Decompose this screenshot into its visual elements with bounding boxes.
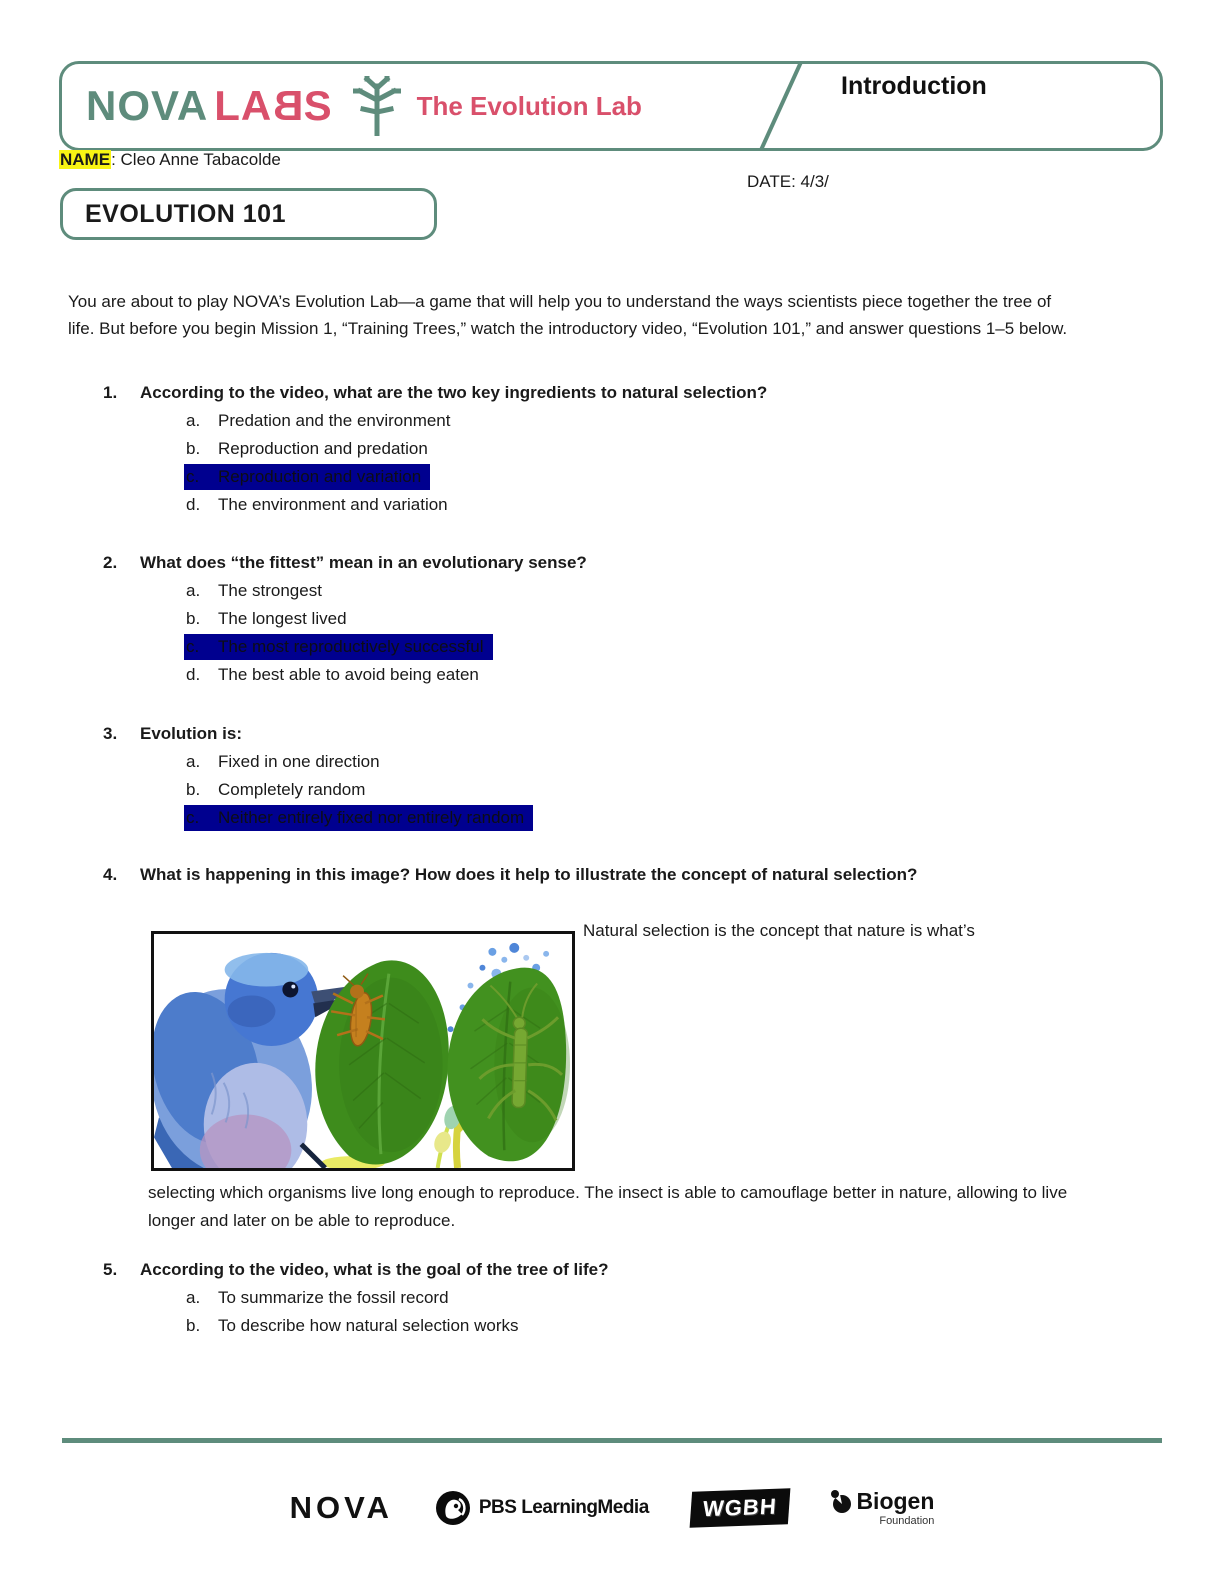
header-banner bbox=[59, 61, 1163, 151]
nova-logo-text: NOVA bbox=[86, 82, 209, 129]
option-a: a. The strongest bbox=[186, 581, 322, 600]
option-a: a. Predation and the environment bbox=[186, 411, 451, 430]
option-c-highlighted bbox=[186, 633, 1123, 661]
tree-icon bbox=[353, 76, 401, 136]
biogen-mark-icon bbox=[830, 1489, 852, 1515]
question-3 bbox=[103, 720, 1123, 832]
question-4 bbox=[103, 861, 1123, 889]
option-b: b. To describe how natural selection works bbox=[186, 1316, 519, 1335]
question-number: 1. bbox=[103, 383, 118, 402]
answer-highlight: c. The most reproductively successful bbox=[184, 634, 493, 660]
nova-footer-logo: NOVA bbox=[289, 1490, 393, 1525]
option-d: d. The environment and variation bbox=[186, 495, 448, 514]
option-c-highlighted bbox=[186, 463, 1123, 491]
question-text: What is happening in this image? How does it help to illustrate the concept of natural selection? bbox=[140, 865, 918, 884]
option-b: b. Completely random bbox=[186, 780, 366, 799]
section-title-box bbox=[60, 188, 437, 240]
name-value: : Cleo Anne Tabacolde bbox=[111, 150, 281, 169]
option-b: b. The longest lived bbox=[186, 609, 347, 628]
question-text: What does “the fittest” mean in an evolutionary sense? bbox=[140, 553, 587, 572]
question-4-answer-start: Natural selection is the concept that nature is what’s bbox=[583, 921, 975, 940]
name-label: NAME bbox=[60, 150, 111, 169]
name-line bbox=[59, 150, 281, 170]
question-number: 5. bbox=[103, 1260, 118, 1279]
page-title: Introduction bbox=[841, 72, 987, 100]
question-4-answer-continued: selecting which organisms live long enough to reproduce. The insect is able to camouflage better in nature, allowing to live longer and later on be able to reproduce. bbox=[148, 1183, 1068, 1230]
question-text: According to the video, what is the goal of the tree of life? bbox=[140, 1260, 609, 1279]
question-text: Evolution is: bbox=[140, 724, 242, 743]
question-number: 4. bbox=[103, 865, 118, 884]
question-number: 3. bbox=[103, 724, 118, 743]
illustration-svg bbox=[154, 934, 572, 1168]
nova-labs-brand bbox=[86, 64, 642, 148]
bird-insect-camouflage-image bbox=[151, 931, 575, 1171]
option-b: b. Reproduction and predation bbox=[186, 439, 428, 458]
option-d: d. The best able to avoid being eaten bbox=[186, 665, 479, 684]
biogen-foundation-logo: Biogen Foundation bbox=[830, 1489, 934, 1527]
question-number: 2. bbox=[103, 553, 118, 572]
option-a: a. To summarize the fossil record bbox=[186, 1288, 449, 1307]
section-title: EVOLUTION 101 bbox=[85, 199, 286, 228]
pbs-learningmedia-logo: PBS LearningMedia bbox=[435, 1490, 649, 1526]
option-c-highlighted bbox=[186, 804, 1123, 832]
footer-logos bbox=[0, 1482, 1224, 1534]
pbs-head-icon bbox=[435, 1490, 471, 1526]
wgbh-logo: WGBH bbox=[689, 1488, 789, 1527]
question-5 bbox=[103, 1256, 1123, 1340]
answer-highlight: c. Reproduction and variation bbox=[184, 464, 430, 490]
answer-highlight: c. Neither entirely fixed nor entirely random bbox=[184, 805, 533, 831]
date-value: DATE: 4/3/ bbox=[747, 172, 829, 191]
intro-paragraph: You are about to play NOVA’s Evolution Lab—a game that will help you to understand the ways scientists piece together the tree of life. But before you begin Mission 1, “Training Trees,” watch the introductory video, “Evolution 101,” and answer questions 1–5 below. bbox=[68, 292, 1068, 338]
footer-divider bbox=[62, 1438, 1162, 1443]
question-text: According to the video, what are the two key ingredients to natural selection? bbox=[140, 383, 768, 402]
evolution-lab-title: The Evolution Lab bbox=[416, 90, 642, 121]
question-1 bbox=[103, 379, 1123, 519]
option-a: a. Fixed in one direction bbox=[186, 752, 380, 771]
labs-logo-text: LABS bbox=[214, 82, 333, 129]
question-2 bbox=[103, 549, 1123, 689]
